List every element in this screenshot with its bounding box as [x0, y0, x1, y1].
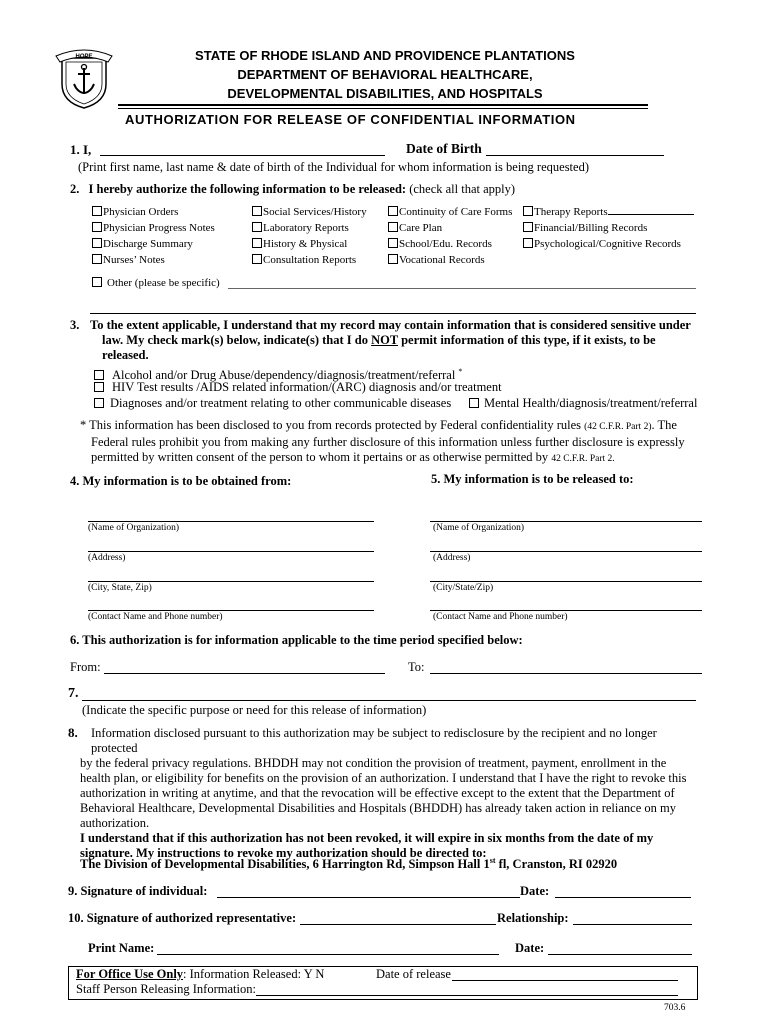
form-number: 703.6 [664, 1003, 686, 1013]
to-field[interactable] [430, 673, 702, 674]
signature-individual-field[interactable] [217, 897, 520, 898]
checkbox-item[interactable]: Psychological/Cognitive Records [523, 236, 694, 252]
header-state: STATE OF RHODE ISLAND AND PROVIDENCE PLANTATIONS [195, 48, 575, 63]
s5-label: 5. My information is to be released to: [431, 472, 634, 486]
name-field[interactable] [100, 155, 385, 156]
s3-footnote: * This information has been disclosed to you from records protected by Federal confidentiality rules (42 C.F.R. Part 2). The Federal rules prohibit you from making any further disclosure of this information unless further disclosure is expressly permitted by written consent of the person to whom it pertains or as otherwise permitted by 42 C.F.R. Part 2. [80, 418, 685, 464]
other-item[interactable]: Other (please be specific) [92, 277, 220, 289]
s8-num: 8. [68, 725, 78, 740]
from-field[interactable] [104, 673, 385, 674]
s2-col4 [523, 204, 694, 252]
purpose-field[interactable] [82, 700, 696, 701]
checkbox-icon[interactable] [523, 206, 533, 216]
obtain-address-caption: (Address) [88, 553, 126, 563]
s3-text-c: released. [102, 348, 149, 362]
to-label: To: [408, 660, 425, 674]
s9-date-label: Date: [520, 884, 550, 898]
checkbox-item[interactable]: Therapy Reports [523, 204, 694, 220]
s2-col2 [252, 204, 367, 268]
therapy-field[interactable] [608, 204, 694, 215]
checkbox-icon[interactable] [94, 370, 104, 380]
release-address-field[interactable] [430, 551, 702, 552]
obtain-org-caption: (Name of Organization) [88, 523, 180, 533]
s2-hint: (check all that apply) [409, 182, 516, 196]
dob-label: Date of Birth [406, 141, 482, 156]
s9-label: 9. Signature of individual: [68, 884, 208, 898]
print-date-field[interactable] [548, 954, 692, 955]
checkbox-icon[interactable] [388, 238, 398, 248]
s3-option[interactable]: Diagnoses and/or treatment relating to other communicable diseases [94, 396, 451, 411]
header-department: DEPARTMENT OF BEHAVIORAL HEALTHCARE, [237, 67, 533, 82]
checkbox-icon[interactable] [92, 206, 102, 216]
s3-num: 3. [70, 318, 80, 332]
checkbox-item[interactable]: Discharge Summary [92, 236, 215, 252]
checkbox-icon[interactable] [252, 254, 262, 264]
header-divisions: DEVELOPMENTAL DISABILITIES, AND HOSPITALS [227, 86, 543, 101]
checkbox-item[interactable]: Financial/Billing Records [523, 220, 694, 236]
s3-option[interactable]: Mental Health/diagnosis/treatment/referral [469, 396, 697, 411]
checkbox-item[interactable]: School/Edu. Records [388, 236, 512, 252]
other-field[interactable] [228, 288, 696, 289]
checkbox-icon[interactable] [523, 238, 533, 248]
staff-label: Staff Person Releasing Information: [76, 982, 256, 996]
obtain-contact-caption: (Contact Name and Phone number) [88, 612, 223, 622]
checkbox-item[interactable]: Care Plan [388, 220, 512, 236]
s2-label: I hereby authorize the following information to be released: [88, 182, 407, 196]
checkbox-icon[interactable] [92, 222, 102, 232]
checkbox-item[interactable]: History & Physical [252, 236, 367, 252]
s2-col1 [92, 204, 215, 268]
s7-note: (Indicate the specific purpose or need for this release of information) [82, 703, 427, 717]
s3-option[interactable]: HIV Test results /AIDS related information/(ARC) diagnosis and/or treatment [94, 380, 502, 395]
s1-note: (Print first name, last name & date of birth of the Individual for whom information is being requested) [78, 160, 589, 174]
office-use-line1: For Office Use Only: Information Released: Y N [76, 967, 325, 981]
checkbox-icon[interactable] [94, 382, 104, 392]
checkbox-icon[interactable] [252, 238, 262, 248]
checkbox-icon[interactable] [92, 277, 102, 287]
s1-label: 1. I, [70, 142, 92, 157]
checkbox-item[interactable]: Nurses’ Notes [92, 252, 215, 268]
signature-date-field[interactable] [555, 897, 691, 898]
checkbox-icon[interactable] [94, 398, 104, 408]
other-field-2[interactable] [90, 313, 696, 314]
header-rule-thin [118, 108, 648, 109]
s2-heading [70, 182, 515, 197]
s6-label: 6. This authorization is for information applicable to the time period specified below: [70, 633, 523, 647]
checkbox-icon[interactable] [252, 206, 262, 216]
s3-option[interactable]: Alcohol and/or Drug Abuse/dependency/diagnosis/treatment/referral * [94, 364, 462, 383]
dob-field[interactable] [486, 155, 664, 156]
checkbox-item[interactable]: Social Services/History [252, 204, 367, 220]
release-date-field[interactable] [452, 980, 678, 981]
release-contact-caption: (Contact Name and Phone number) [433, 612, 568, 622]
checkbox-icon[interactable] [252, 222, 262, 232]
print-name-field[interactable] [157, 954, 499, 955]
checkbox-item[interactable]: Vocational Records [388, 252, 512, 268]
relationship-label: Relationship: [497, 911, 569, 925]
print-name-label: Print Name: [88, 941, 155, 955]
header-rule-thick [118, 104, 648, 106]
relationship-field[interactable] [573, 924, 692, 925]
release-city-field[interactable] [430, 581, 702, 582]
checkbox-item[interactable]: Consultation Reports [252, 252, 367, 268]
checkbox-icon[interactable] [469, 398, 479, 408]
staff-field[interactable] [256, 995, 678, 996]
from-label: From: [70, 660, 101, 674]
checkbox-item[interactable]: Physician Orders [92, 204, 215, 220]
obtain-city-caption: (City, State, Zip) [88, 583, 152, 593]
checkbox-icon[interactable] [388, 254, 398, 264]
obtain-contact-field[interactable] [88, 610, 374, 611]
obtain-city-field[interactable] [88, 581, 374, 582]
revocation-address: The Division of Developmental Disabilities, 6 Harrington Rd, Simpson Hall 1st fl, Cranston, RI 02920 [80, 856, 618, 872]
s2-num: 2. [70, 182, 80, 196]
s4-label: 4. My information is to be obtained from: [70, 474, 292, 488]
checkbox-item[interactable]: Laboratory Reports [252, 220, 367, 236]
s2-col3 [388, 204, 512, 268]
form-title: AUTHORIZATION FOR RELEASE OF CONFIDENTIAL INFORMATION [125, 112, 576, 127]
s3-text-a: To the extent applicable, I understand that my record may contain information that is considered sensitive under [90, 318, 691, 332]
s7-num: 7. [68, 686, 79, 701]
release-org-field[interactable] [430, 521, 702, 522]
obtain-org-field[interactable] [88, 521, 374, 522]
s8-paragraph: Information disclosed pursuant to this authorization may be subject to redisclosure by the recipient and no longer protected by the federal privacy regulations. BHDDH may not condition the provision of treatment, payment, enrollment in the health plan, or eligibility for benefits on the provision of an authorization. I understand that I have the right to revoke this authorization in writing at anytime, and that the revocation will be effective except to the extent that the Department of Behavioral Healthcare, Developmental Disabilities and Hospitals (BHDDH) has already taken action in reliance on my authorization. I understand that if this authorization has not been revoked, it will expire in six months from the date of my signature. My instructions to revoke my authorization should be directed to: [80, 726, 687, 860]
checkbox-icon[interactable] [388, 206, 398, 216]
obtain-address-field[interactable] [88, 551, 374, 552]
release-date-label: Date of release [376, 967, 451, 981]
checkbox-icon[interactable] [92, 254, 102, 264]
checkbox-icon[interactable] [388, 222, 398, 232]
checkbox-icon[interactable] [92, 238, 102, 248]
release-city-caption: (City/State/Zip) [433, 583, 494, 593]
seal-motto: HOPE [75, 54, 93, 60]
s3-text-b: law. My check mark(s) below, indicate(s) that I do NOT permit information of this type, if it exists, to be [102, 333, 656, 347]
release-contact-field[interactable] [430, 610, 702, 611]
release-org-caption: (Name of Organization) [433, 523, 525, 533]
s10-label: 10. Signature of authorized representative: [68, 911, 297, 925]
signature-representative-field[interactable] [300, 924, 496, 925]
checkbox-item[interactable]: Continuity of Care Forms [388, 204, 512, 220]
checkbox-item[interactable]: Physician Progress Notes [92, 220, 215, 236]
print-date-label: Date: [515, 941, 545, 955]
checkbox-icon[interactable] [523, 222, 533, 232]
release-address-caption: (Address) [433, 553, 471, 563]
